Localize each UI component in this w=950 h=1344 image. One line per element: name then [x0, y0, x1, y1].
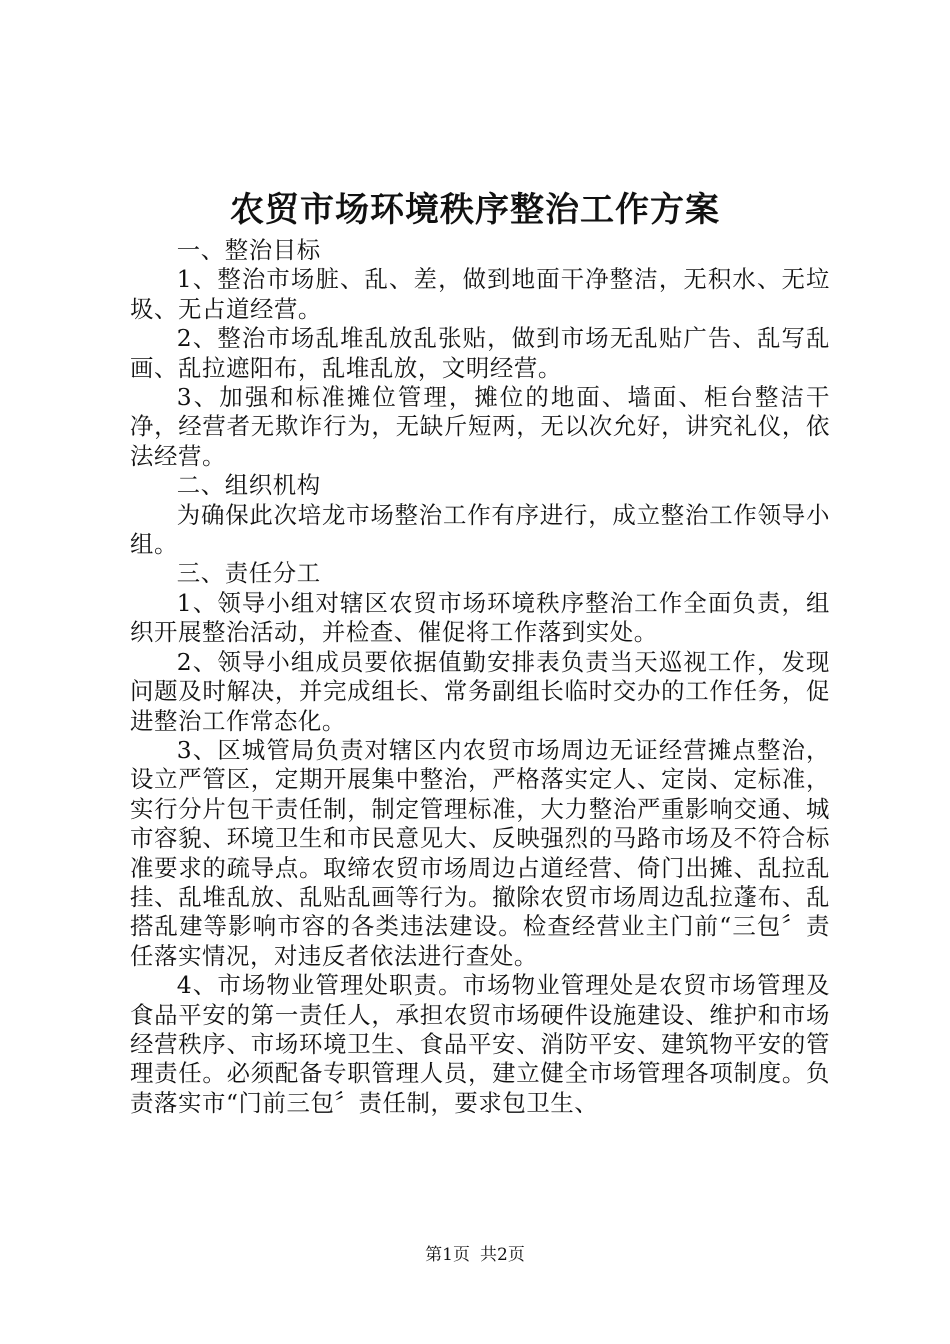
section-heading: 三、责任分工	[176, 559, 321, 588]
paragraph: 2、整治市场乱堆乱放乱张贴，做到市场无乱贴广告、乱写乱画、乱拉遮阳布，乱堆乱放，文明经营。	[130, 324, 830, 382]
paragraph: 3、区城管局负责对辖区内农贸市场周边无证经营摊点整治，设立严管区，定期开展集中整治，严格落实定人、定岗、定标准，实行分片包干责任制，制定管理标准，大力整治严重影响交通、城市容貌、环境卫生和市民意见大、反映强烈的马路市场及不符合标准要求的疏导点。取缔农贸市场周边占道经营、倚门出摊、乱拉乱挂、乱堆乱放、乱贴乱画等行为。撤除农贸市场周边乱拉蓬布、乱搭乱建等影响市容的各类违法建设。检查经营业主门前“三包〞责任落实情况，对违反者依法进行查处。	[130, 735, 830, 970]
paragraph: 1、领导小组对辖区农贸市场环境秩序整治工作全面负责，组织开展整治活动，并检查、催促将工作落到实处。	[130, 588, 830, 647]
page-number: 第1页	[425, 1245, 470, 1265]
document-title: 农贸市场环境秩序整治工作方案	[230, 190, 720, 230]
document-body	[130, 236, 830, 1118]
paragraph: 2、领导小组成员要依据值勤安排表负责当天巡视工作，发现问题及时解决，并完成组长、常务副组长临时交办的工作任务，促进整治工作常态化。	[130, 647, 830, 735]
paragraph: 4、市场物业管理处职责。市场物业管理处是农贸市场管理及食品平安的第一责任人，承担农贸市场硬件设施建设、维护和市场经营秩序、市场环境卫生、食品平安、消防平安、建筑物平安的管理责任。必须配备专职管理人员，建立健全市场管理各项制度。负责落实市“门前三包〞责任制，要求包卫生、	[130, 971, 830, 1117]
paragraph: 1、整治市场脏、乱、差，做到地面干净整洁，无积水、无垃圾、无占道经营。	[130, 265, 830, 323]
page-footer	[0, 1244, 950, 1266]
page-total: 共2页	[480, 1245, 525, 1265]
paragraph: 3、加强和标准摊位管理，摊位的地面、墙面、柜台整洁干净，经营者无欺诈行为，无缺斤短两，无以次允好，讲究礼仪，依法经营。	[130, 383, 830, 470]
section-heading: 二、组织机构	[176, 471, 321, 500]
section-heading: 一、整治目标	[176, 236, 321, 264]
paragraph: 为确保此次培龙市场整治工作有序进行，成立整治工作领导小组。	[130, 500, 830, 559]
